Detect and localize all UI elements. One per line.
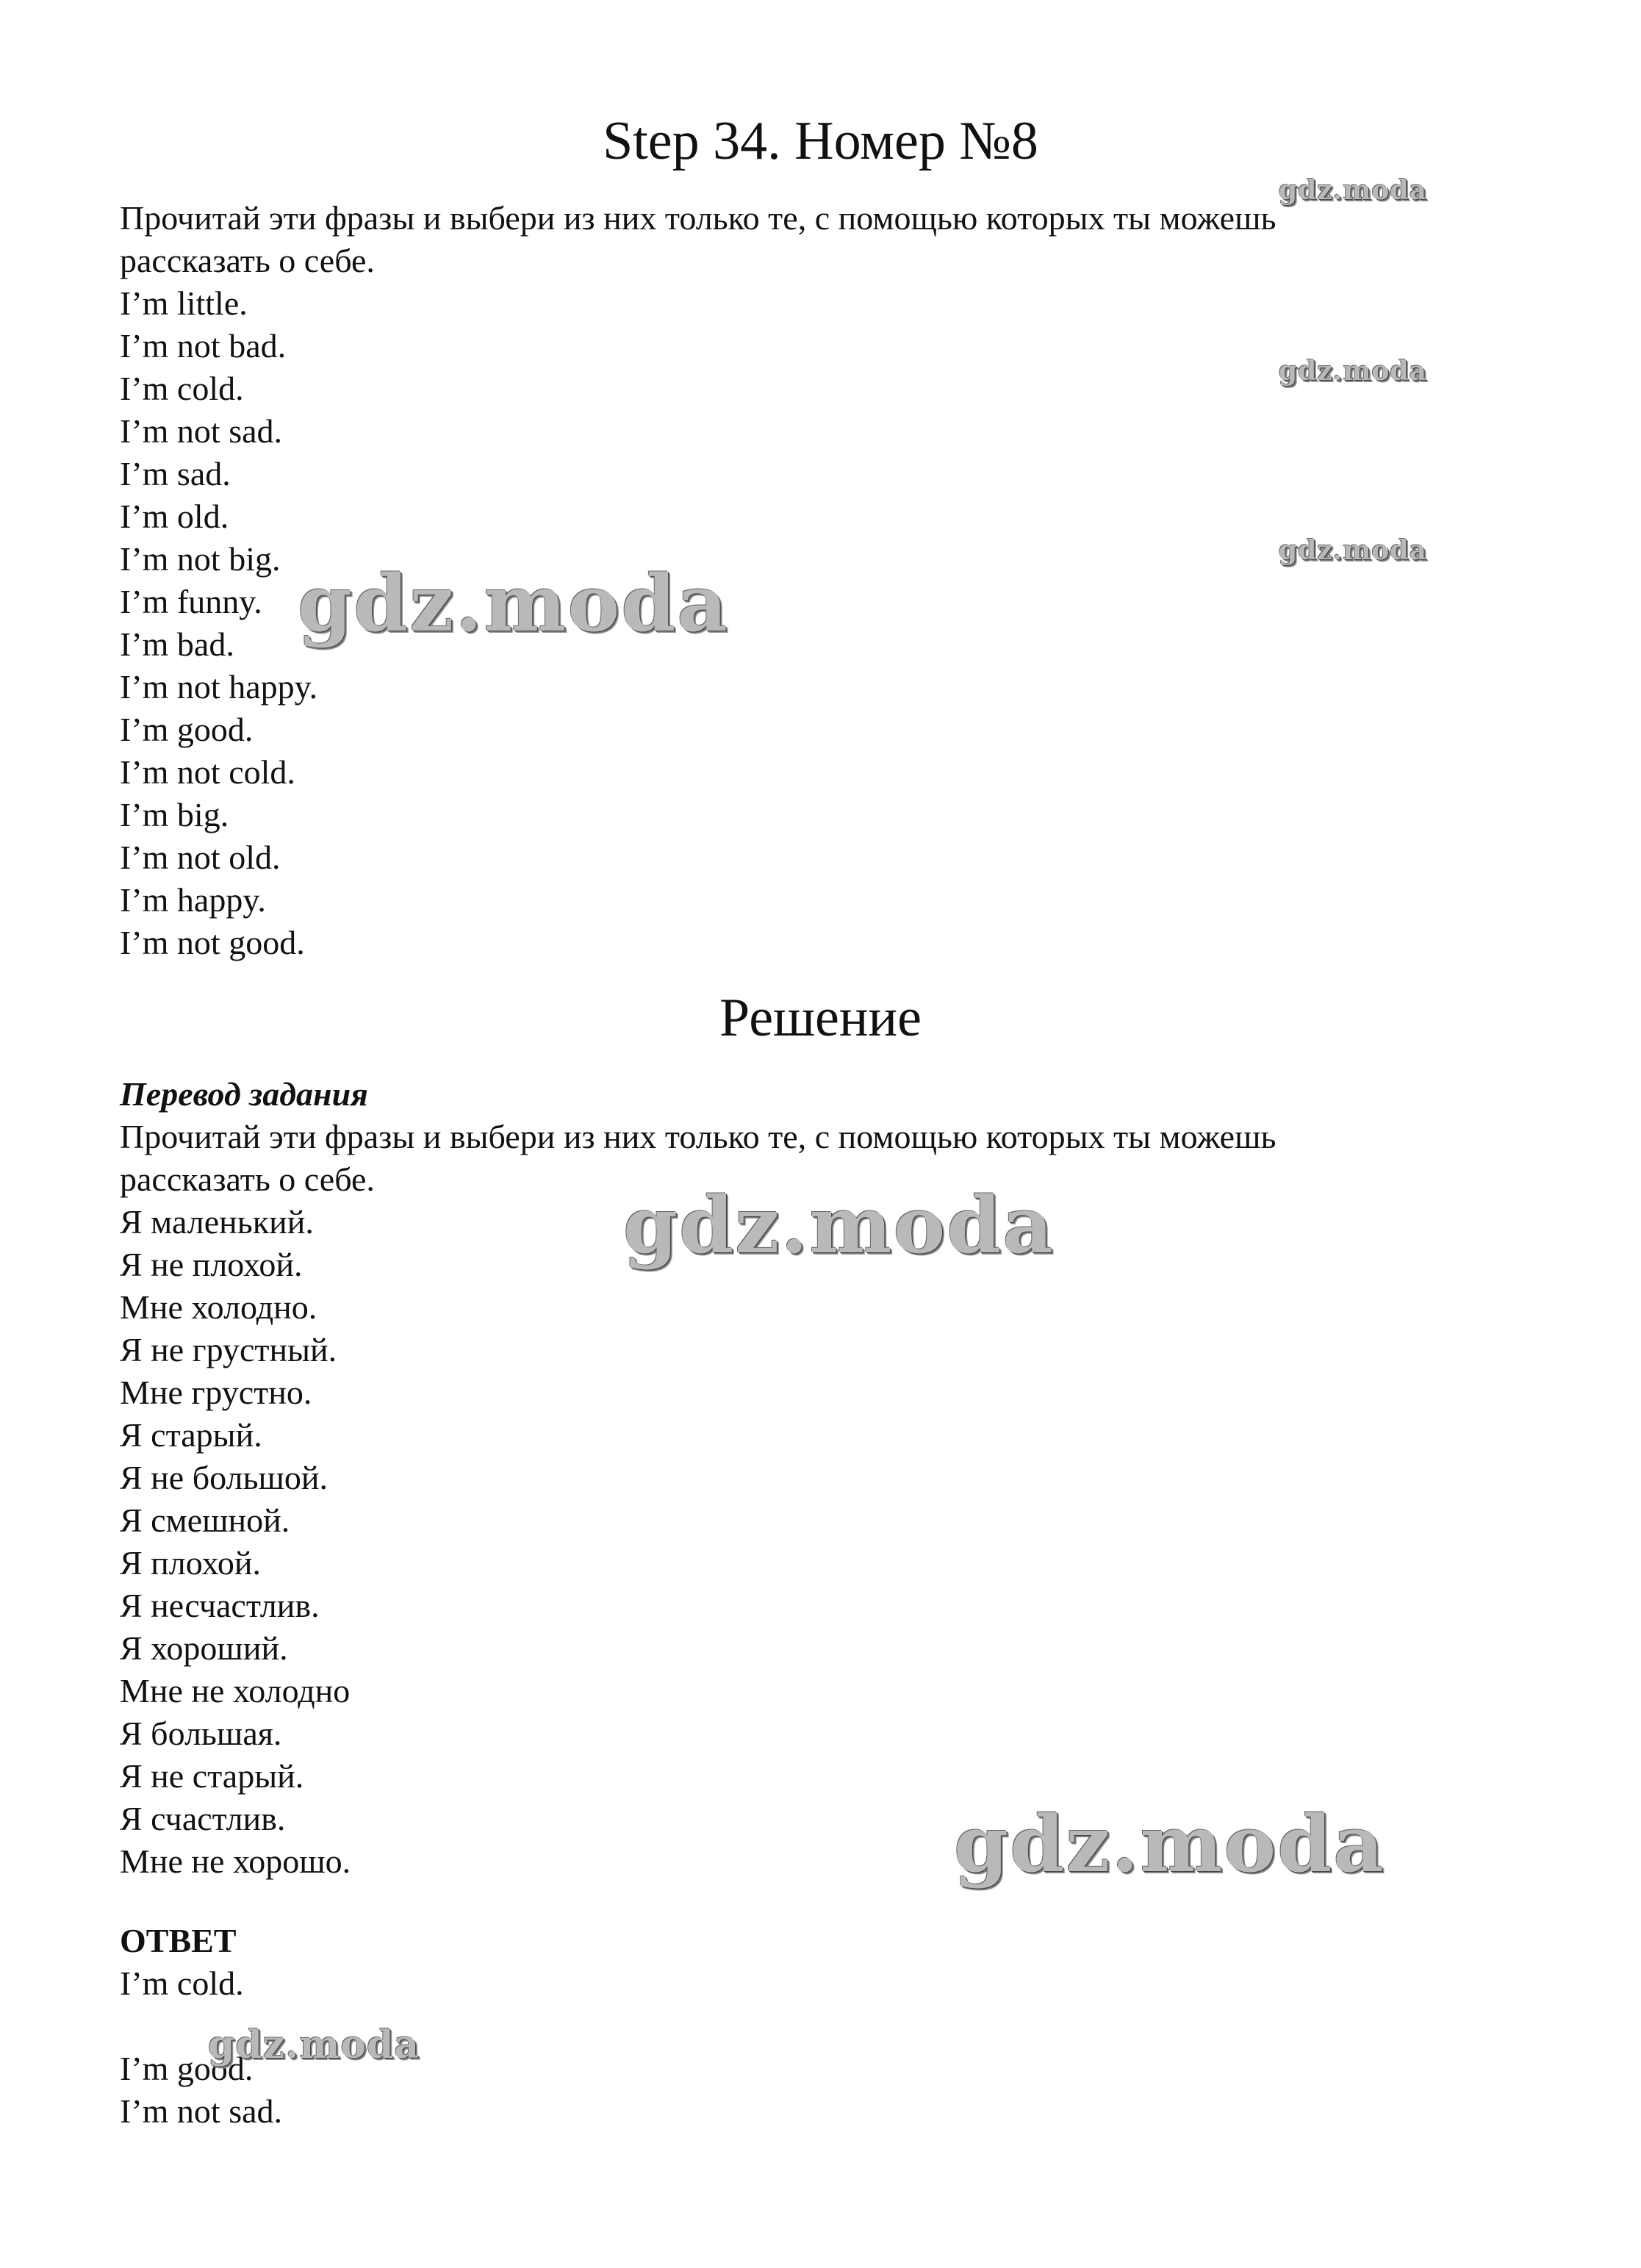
page-title: Step 34. Номер №8	[603, 111, 1038, 171]
answer-item: I’m not sad.	[120, 2092, 283, 2130]
translation-instruction-line-1: Прочитай эти фразы и выбери из них только те, с помощью которых ты можешь	[120, 1118, 1276, 1155]
phrase-item: I’m happy.	[120, 881, 266, 919]
translation-heading: Перевод задания	[120, 1075, 368, 1113]
solution-heading: Решение	[719, 988, 922, 1048]
watermark: gdz.moda	[1279, 535, 1427, 566]
translated-phrase: Мне не холодно	[120, 1672, 351, 1709]
translated-phrase: Мне грустно.	[120, 1374, 312, 1411]
watermark: gdz.moda	[623, 1179, 1055, 1271]
watermark: gdz.moda	[1279, 175, 1427, 206]
phrase-item: I’m not cold.	[120, 753, 295, 791]
phrase-item: I’m not sad.	[120, 412, 283, 450]
translated-phrase: Мне холодно.	[120, 1288, 317, 1326]
phrase-item: I’m big.	[120, 796, 229, 833]
translated-phrase: Мне не хорошо.	[120, 1842, 351, 1880]
phrase-item: I’m good.	[120, 711, 254, 748]
phrase-item: I’m cold.	[120, 370, 244, 407]
phrase-item: I’m sad.	[120, 455, 231, 492]
translated-phrase: Я несчастлив.	[120, 1587, 320, 1624]
translated-phrase: Я большая.	[120, 1715, 282, 1752]
phrase-item: I’m old.	[120, 498, 229, 535]
watermark: gdz.moda	[298, 557, 729, 649]
translated-phrase: Я счастлив.	[120, 1800, 286, 1837]
translated-phrase: Я смешной.	[120, 1501, 290, 1539]
translated-phrase: Я не большой.	[120, 1459, 328, 1496]
watermark: gdz.moda	[954, 1798, 1385, 1890]
phrase-item: I’m not bad.	[120, 327, 287, 365]
answer-item: I’m cold.	[120, 1964, 244, 2002]
phrase-item: I’m little.	[120, 284, 248, 322]
translated-phrase: Я плохой.	[120, 1544, 261, 1582]
translated-phrase: Я не старый.	[120, 1757, 304, 1795]
answer-item: I’m good.	[120, 2050, 254, 2087]
phrase-item: I’m funny.	[120, 583, 262, 620]
translated-phrase: Я старый.	[120, 1416, 262, 1454]
answer-heading: ОТВЕТ	[120, 1922, 237, 1959]
task-instruction-line-2: рассказать о себе.	[120, 242, 375, 279]
translated-phrase: Я не грустный.	[120, 1331, 337, 1368]
translation-instruction-line-2: рассказать о себе.	[120, 1160, 375, 1198]
translated-phrase: Я маленький.	[120, 1203, 314, 1241]
watermark: gdz.moda	[1279, 356, 1427, 387]
phrase-item: I’m bad.	[120, 625, 234, 663]
phrase-item: I’m not big.	[120, 540, 281, 578]
watermark: gdz.moda	[208, 2023, 420, 2067]
phrase-item: I’m not happy.	[120, 668, 318, 706]
task-instruction-line-1: Прочитай эти фразы и выбери из них только те, с помощью которых ты можешь	[120, 199, 1276, 237]
phrase-item: I’m not old.	[120, 839, 281, 876]
phrase-item: I’m not good.	[120, 924, 305, 961]
translated-phrase: Я хороший.	[120, 1629, 288, 1667]
translated-phrase: Я не плохой.	[120, 1246, 303, 1283]
